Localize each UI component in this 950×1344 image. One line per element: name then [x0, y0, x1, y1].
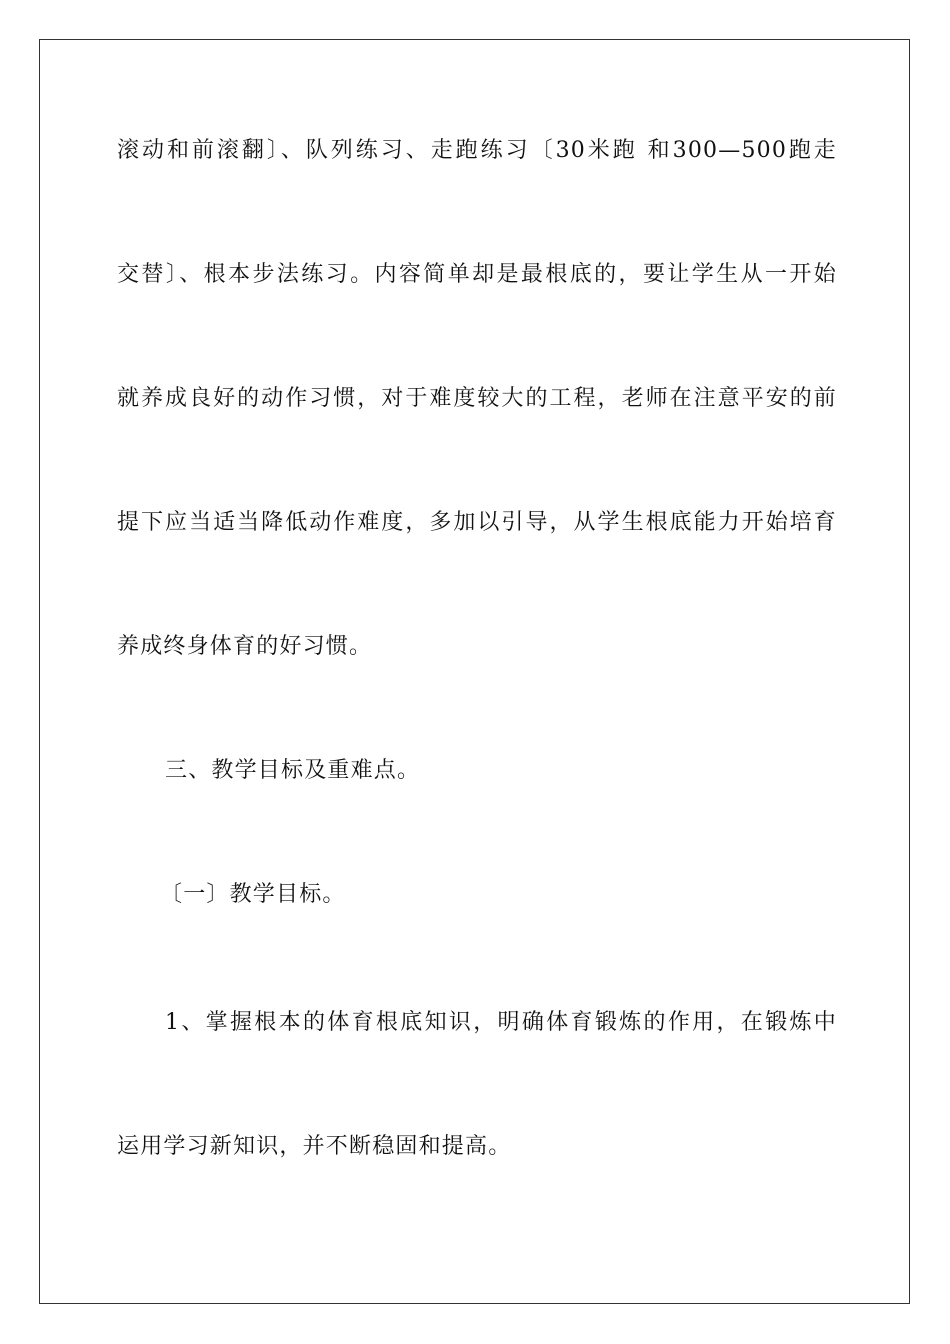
- list-item-1-line-2: 运用学习新知识，并不断稳固和提高。: [117, 1134, 512, 1159]
- body-text-line-4: 提下应当适当降低动作难度，多加以引导，从学生根底能力开始培育: [117, 510, 837, 535]
- body-text-line-5: 养成终身体育的好习惯。: [117, 634, 373, 659]
- section-heading: 三、教学目标及重难点。: [165, 758, 421, 783]
- body-text-line-1: 滚动和前滚翻〕、队列练习、走跑练习〔30米跑 和300—500跑走: [117, 138, 837, 163]
- list-item-1-line-1: 1、掌握根本的体育根底知识，明确体育锻炼的作用，在锻炼中: [165, 1010, 837, 1035]
- body-text-line-3: 就养成良好的动作习惯，对于难度较大的工程，老师在注意平安的前: [117, 386, 837, 411]
- page-border: [39, 39, 910, 1304]
- body-text-line-2: 交替〕、根本步法练习。内容简单却是最根底的，要让学生从一开始: [117, 262, 837, 287]
- subsection-heading: 〔一〕教学目标。: [160, 882, 346, 907]
